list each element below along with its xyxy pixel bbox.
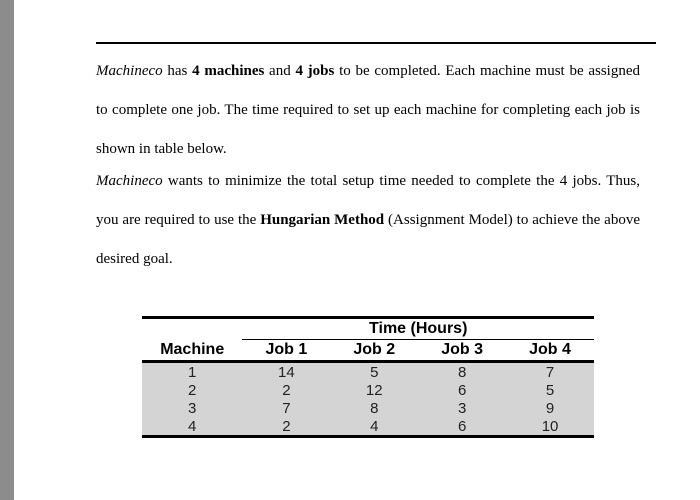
viewer-left-edge (0, 0, 14, 500)
col-header-job-1: Job 1 (242, 340, 330, 362)
jobs-count: 4 jobs (295, 63, 335, 79)
table-row (142, 381, 594, 399)
method-name: Hungarian Method (260, 212, 385, 228)
document-page (14, 0, 700, 500)
table-row (142, 399, 594, 417)
col-header-machine: Machine (142, 340, 242, 362)
time-cell: 7 (242, 399, 330, 417)
problem-paragraph-2: Machineco wants to minimize the total setup time needed to complete the 4 jobs. Thus, you are required to use the Hungarian Method (Assignment Model) to achieve the above desired goal. (96, 173, 640, 267)
time-cell: 6 (418, 417, 506, 435)
table-row (142, 362, 594, 382)
time-cell: 6 (418, 381, 506, 399)
time-cell: 5 (330, 362, 418, 382)
machine-cell: 2 (142, 381, 242, 399)
time-cell: 14 (242, 362, 330, 382)
time-cell: 10 (506, 417, 594, 435)
company-name: Machineco (96, 173, 163, 189)
time-cell: 8 (330, 399, 418, 417)
machine-cell: 3 (142, 399, 242, 417)
col-header-job-4: Job 4 (506, 340, 594, 362)
table-bottom-rule (142, 435, 594, 438)
time-cell: 2 (242, 381, 330, 399)
col-header-job-2: Job 2 (330, 340, 418, 362)
problem-paragraph-1: Machineco has 4 machines and 4 jobs to be completed. Each machine must be assigned to complete one job. The time required to set up each machine for completing each job is shown in table below. (96, 63, 640, 157)
time-hours-header: Time (Hours) (242, 319, 594, 340)
column-header-row (142, 340, 594, 362)
time-cell: 12 (330, 381, 418, 399)
group-header-row (142, 319, 594, 340)
machine-cell: 1 (142, 362, 242, 382)
time-table (142, 319, 594, 435)
table-row (142, 417, 594, 435)
machines-count: 4 machines (192, 63, 265, 79)
col-header-job-3: Job 3 (418, 340, 506, 362)
time-cell: 8 (418, 362, 506, 382)
time-cell: 2 (242, 417, 330, 435)
top-divider (96, 42, 656, 44)
machine-cell: 4 (142, 417, 242, 435)
company-name: Machineco (96, 63, 163, 79)
time-cell: 7 (506, 362, 594, 382)
time-cell: 9 (506, 399, 594, 417)
time-cell: 4 (330, 417, 418, 435)
time-cell: 3 (418, 399, 506, 417)
time-cell: 5 (506, 381, 594, 399)
setup-time-table (142, 316, 594, 438)
